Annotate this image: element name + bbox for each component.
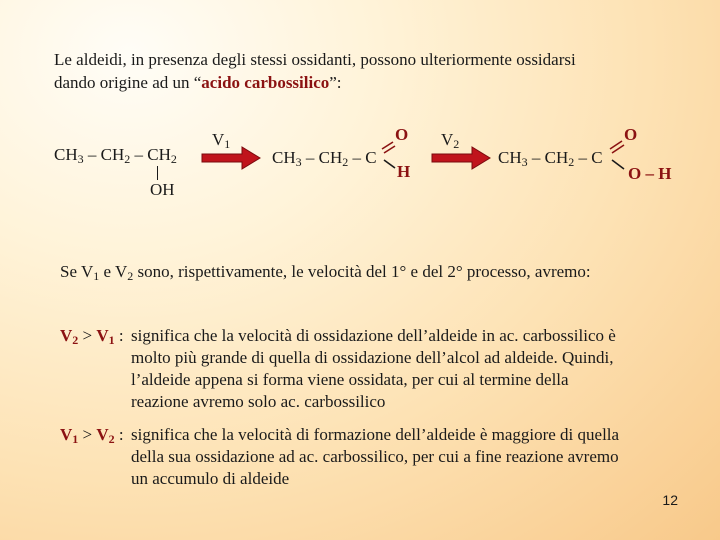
acid-ch3: CH — [498, 148, 522, 167]
v2-subscript: 2 — [453, 137, 460, 151]
aldehyde-ch2: – CH — [301, 148, 343, 167]
acid-ch2: – CH — [527, 148, 569, 167]
reaction-arrow-1 — [200, 146, 264, 170]
acid-ch2-subscript: 2 — [568, 155, 575, 169]
rates-v1-subscript: 1 — [93, 269, 100, 283]
rates-sentence-part-2: e V — [99, 262, 128, 281]
case-1-line-2: molto più grande di quella di ossidazione dell’alcol ad aldeide. Quindi, — [131, 348, 614, 367]
reaction-arrow-2 — [430, 146, 494, 170]
case-1-line-3: l’aldeide appena si forma viene ossidata, per cui al termine della — [131, 370, 569, 389]
alcohol-oh: OH — [150, 180, 175, 199]
aldehyde-oxygen: O — [395, 125, 409, 144]
case-2-operator: > — [78, 425, 97, 444]
alcohol-ch2b-subscript: 2 — [170, 152, 177, 166]
acido-carbossilico-highlight: acido carbossilico — [201, 73, 330, 92]
alcohol-formula — [54, 145, 177, 167]
case-2-line-1: significa che la velocità di formazione dell’aldeide è maggiore di quella — [131, 425, 620, 444]
rates-sentence-part-1: Se V — [60, 262, 94, 281]
case-1-explanation — [131, 325, 720, 413]
case-2-line-2: della sua ossidazione ad ac. carbossilico, per cui a fine reazione avremo — [131, 447, 619, 466]
rates-sentence-part-3: sono, rispettivamente, le velocità del 1° e del 2° processo, avremo: — [133, 262, 591, 281]
case-1-tag-b-sub: 1 — [108, 333, 115, 347]
page-number: 12 — [662, 492, 678, 508]
case-1-condition — [60, 325, 124, 351]
case-1-tag-b: V — [96, 326, 109, 345]
alcohol-ch2b: – CH — [130, 145, 171, 164]
acid-formula — [498, 148, 603, 170]
intro-paragraph — [54, 48, 576, 94]
alcohol-ch2a-subscript: 2 — [124, 152, 131, 166]
aldehyde-carbon: – C — [348, 148, 377, 167]
acid-carbon: – C — [574, 148, 603, 167]
aldehyde-formula — [272, 148, 377, 170]
alcohol-ch2a: – CH — [83, 145, 125, 164]
acid-hydroxyl-group: O – H — [628, 164, 672, 183]
v1-letter: V — [212, 130, 225, 149]
case-1-operator: > — [78, 326, 97, 345]
case-2-explanation — [131, 424, 720, 490]
acid-carbonyl-oxygen: O — [624, 125, 638, 144]
case-2-tag-b: V — [96, 425, 109, 444]
alcohol-bond-line — [157, 166, 158, 180]
aldehyde-ch3-subscript: 3 — [295, 155, 302, 169]
case-1-line-4: reazione avremo solo ac. carbossilico — [131, 392, 386, 411]
intro-line-2 — [54, 71, 576, 94]
case-2-colon: : — [114, 425, 124, 444]
intro-line-1: Le aldeidi, in presenza degli stessi ossidanti, possono ulteriormente ossidarsi — [54, 50, 576, 69]
case-1-colon: : — [114, 326, 124, 345]
v1-subscript: 1 — [224, 137, 231, 151]
v2-letter: V — [441, 130, 454, 149]
case-1-line-1: significa che la velocità di ossidazione dell’aldeide in ac. carbossilico è — [131, 326, 616, 345]
intro-line-2-end: ”: — [329, 73, 342, 92]
case-2-tag-b-sub: 2 — [108, 432, 115, 446]
aldehyde-ch3: CH — [272, 148, 296, 167]
case-1-tag-a-sub: 2 — [72, 333, 79, 347]
alcohol-ch3-subscript: 3 — [77, 152, 84, 166]
alcohol-ch3: CH — [54, 145, 78, 164]
aldehyde-hydrogen: H — [397, 162, 411, 181]
intro-line-2-start: dando origine ad un “ — [54, 73, 202, 92]
rates-v2-subscript: 2 — [127, 269, 134, 283]
acid-ch3-subscript: 3 — [521, 155, 528, 169]
rates-sentence — [60, 262, 591, 284]
case-2-line-3: un accumulo di aldeide — [131, 469, 290, 488]
case-2-tag-a: V — [60, 425, 73, 444]
case-1-tag-a: V — [60, 326, 73, 345]
case-2-tag-a-sub: 1 — [72, 432, 79, 446]
aldehyde-ch2-subscript: 2 — [342, 155, 349, 169]
case-2-condition — [60, 424, 124, 450]
